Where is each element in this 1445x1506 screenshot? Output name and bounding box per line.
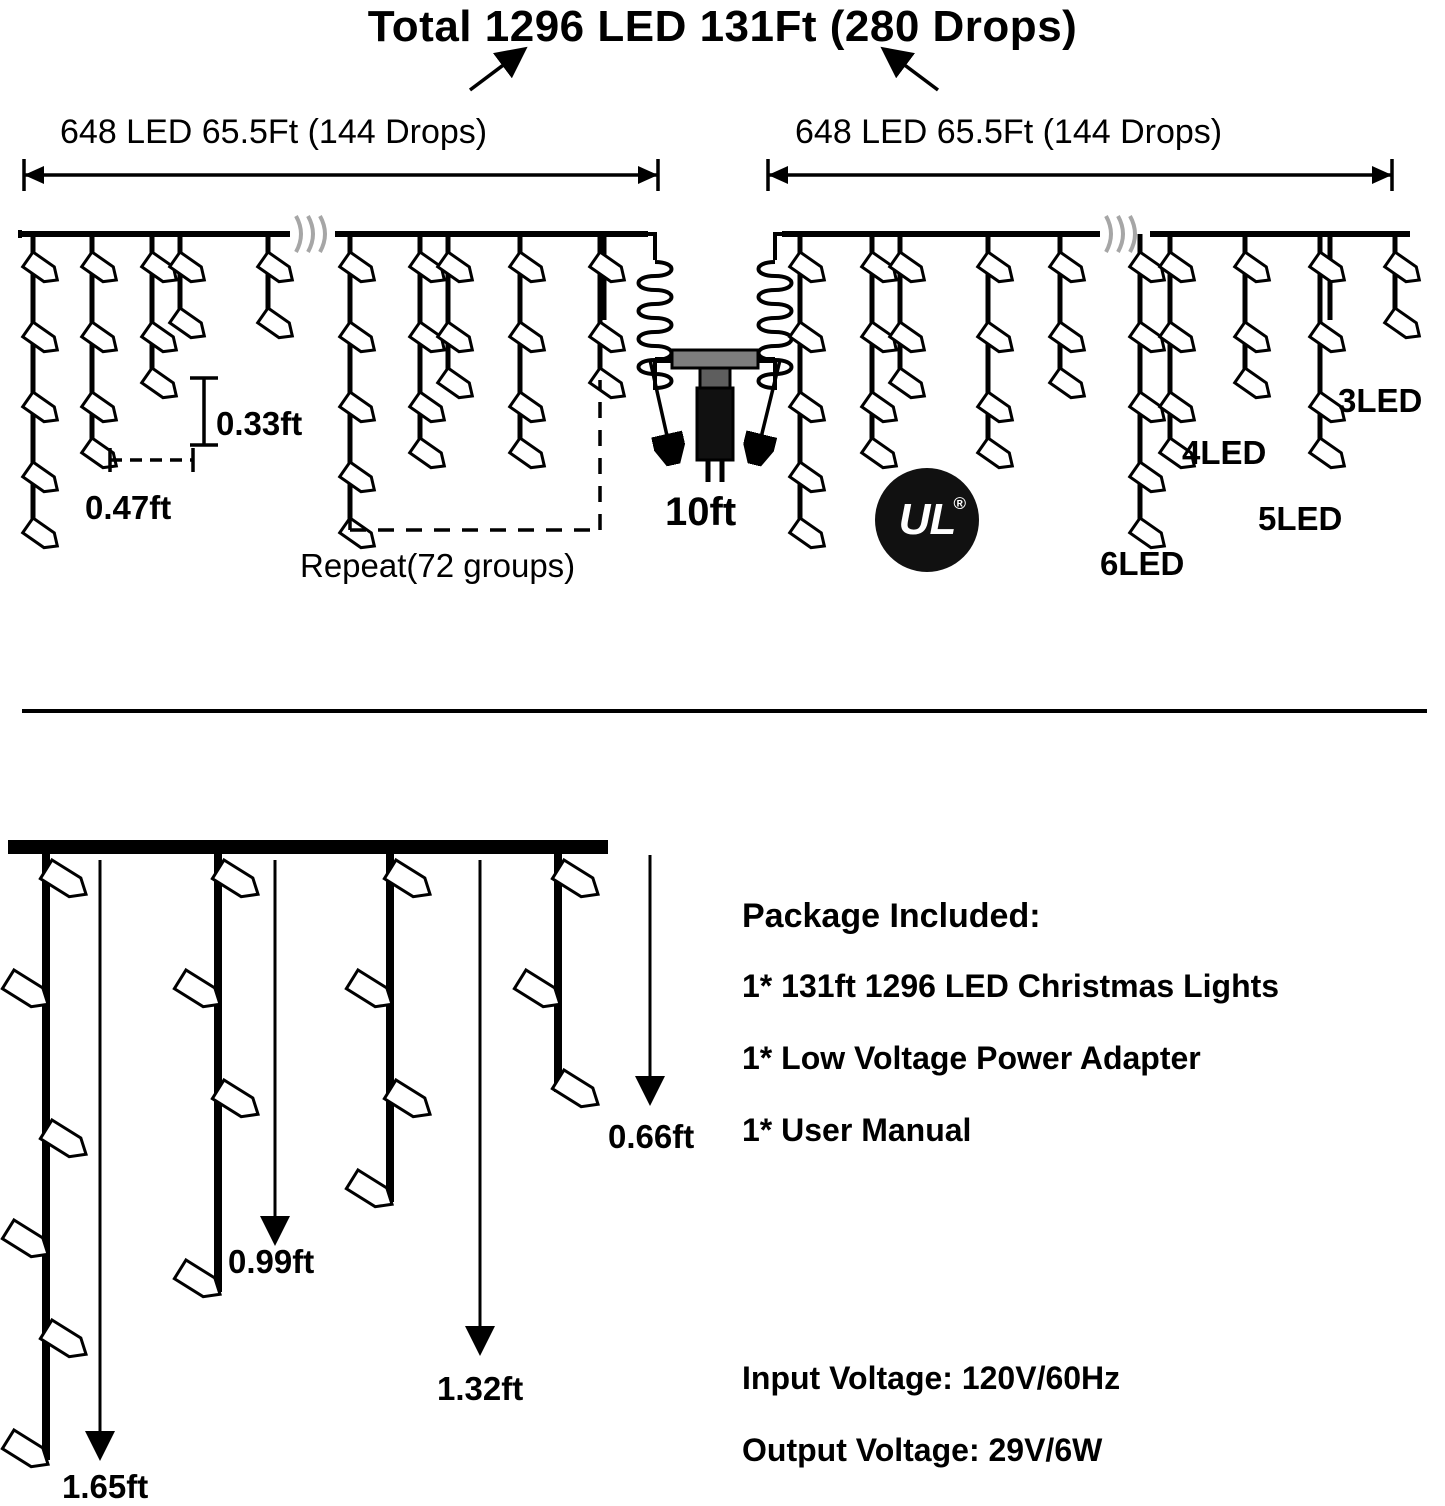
title-arrow-right xyxy=(880,45,1000,95)
drop-length-label-066: 0.66ft xyxy=(608,1118,695,1155)
drop-length-label-165: 1.65ft xyxy=(62,1468,149,1505)
drop-length-label-099: 0.99ft xyxy=(228,1243,315,1280)
title-arrow-left xyxy=(460,45,580,95)
ul-text: UL xyxy=(898,495,956,544)
right-dimension-arrow xyxy=(760,155,1410,195)
input-voltage-label: Input Voltage: 120V/60Hz xyxy=(742,1360,1121,1396)
drop-length-arrow-066 xyxy=(630,845,670,1115)
package-item-3: 1* User Manual xyxy=(742,1112,972,1148)
package-item-2: 1* Low Voltage Power Adapter xyxy=(742,1040,1201,1076)
vertical-spacing-label: 0.33ft xyxy=(216,405,303,442)
drop-label-6led: 6LED xyxy=(1100,545,1185,582)
left-segment-label: 648 LED 65.5Ft (144 Drops) xyxy=(60,113,488,151)
package-item-1: 1* 131ft 1296 LED Christmas Lights xyxy=(742,968,1280,1004)
output-voltage-label: Output Voltage: 29V/6W xyxy=(742,1432,1103,1468)
drop-label-4led: 4LED xyxy=(1182,434,1267,471)
horizontal-spacing-label: 0.47ft xyxy=(85,489,172,526)
registered-mark: ® xyxy=(953,494,965,513)
page-title: Total 1296 LED 131Ft (280 Drops) xyxy=(367,2,1078,51)
connector-block xyxy=(672,350,758,368)
lead-wire-length-label: 10ft xyxy=(665,490,737,534)
repeat-group-label: Repeat(72 groups) xyxy=(300,547,576,584)
drop-length-label-132: 1.32ft xyxy=(437,1370,524,1407)
package-included-heading: Package Included: xyxy=(742,897,1041,935)
drop-label-3led: 3LED xyxy=(1338,382,1423,419)
drop-length-detail-diagram xyxy=(0,830,720,1490)
section-divider xyxy=(22,709,1427,713)
right-segment-label: 648 LED 65.5Ft (144 Drops) xyxy=(795,113,1223,151)
drop-label-5led: 5LED xyxy=(1258,500,1343,537)
vertical-spacing-indicator xyxy=(190,378,218,445)
icicle-light-string-diagram xyxy=(0,200,1445,600)
left-dimension-arrow xyxy=(18,155,668,195)
ul-certification-badge xyxy=(875,468,979,572)
repeat-group-box xyxy=(350,380,600,530)
